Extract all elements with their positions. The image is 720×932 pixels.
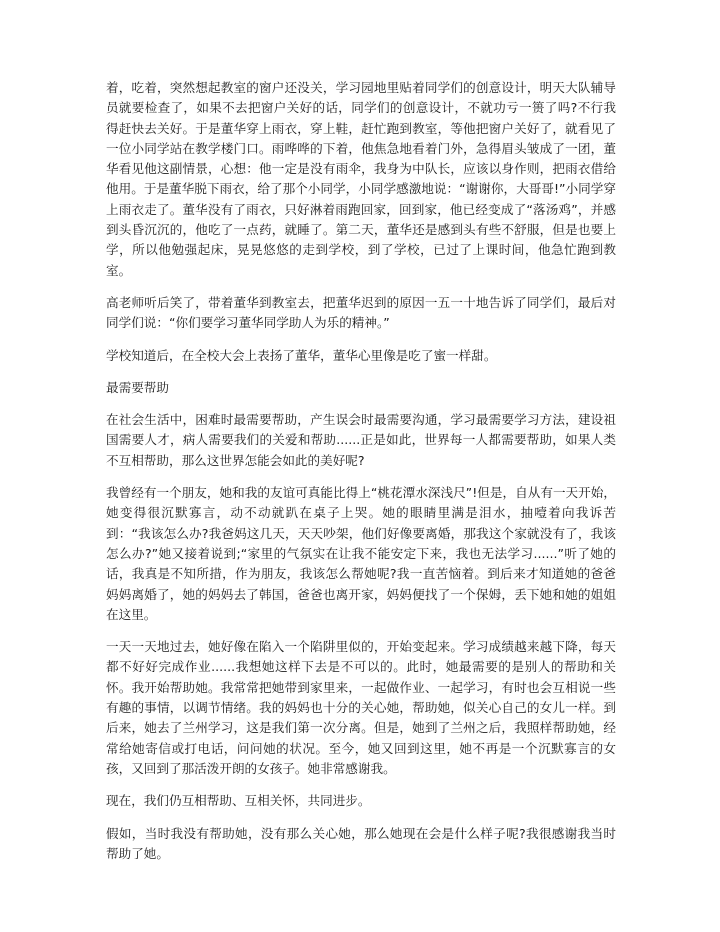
paragraph: 一天一天地过去，她好像在陷入一个陷阱里似的，开始变起来。学习成绩越来越下降，每天都不好好完成作业......我想她这样下去是不可以的。此时，她最需要的是别人的帮助和关怀。我开始帮助她。我常常把她带到家里来，一起做作业、一起学习，有时也会互相说一些有趣的事情，以调节情绪。我的妈妈也十分的关心她，帮助她，似关心自己的女儿一样。到后来，她去了兰州学习，这是我们第一次分离。但是，她到了兰州之后，我照样帮助她，经常给她寄信或打电话，问问她的状况。至今，她又回到这里，她不再是一个沉默寡言的女孩，又回到了那活泼开朗的女孩子。她非常感谢我。 [106,639,616,776]
paragraph: 现在，我们仍互相帮助、互相关怀，共同进步。 [106,793,371,809]
section-heading: 最需要帮助 [106,379,169,395]
paragraph: 高老师听后笑了，带着董华到教室去，把董华迟到的原因一五一十地告诉了同学们，最后对同学们说：“你们要学习董华同学助人为乐的精神。” [106,294,616,331]
paragraph: 假如，当时我没有帮助她，没有那么关心她，那么她现在会是什么样子呢?我很感谢我当时帮助了她。 [106,825,616,861]
document-body [106,78,616,876]
paragraph: 在社会生活中，困难时最需要帮助，产生误会时最需要沟通，学习最需要学习方法，建设祖国需要人才，病人需要我们的关爱和帮助......正是如此，世界每一人都需要帮助，如果人类不互相帮助，那么这世界怎能会如此的美好呢? [106,412,616,468]
paragraph: 学校知道后，在全校大会上表扬了董华，董华心里像是吃了蜜一样甜。 [106,347,497,363]
paragraph: 着，吃着，突然想起教室的窗户还没关，学习园地里贴着同学们的创意设计，明天大队辅导员就要检查了，如果不去把窗户关好的话，同学们的创意设计，不就功亏一篑了吗?不行我得赶快去关好。于是董华穿上雨衣，穿上鞋，赶忙跑到教室，等他把窗户关好了，就看见了一位小同学站在教学楼门口。雨哗哗的下着，他焦急地看着门外，急得眉头皱成了一团，董华看见他这副情景，心想：他一定是没有雨伞，我身为中队长，应该以身作则，把雨衣借给他用。于是董华脱下雨衣，给了那个小同学，小同学感激地说：“谢谢你，大哥哥!”小同学穿上雨衣走了。董华没有了雨衣，只好淋着雨跑回家，回到家，他已经变成了“落汤鸡”，并感到头昏沉沉的，他吃了一点药，就睡了。第二天，董华还是感到头有些不舒服，但是也要上学，所以他勉强起床，晃晃悠悠的走到学校，到了学校，已过了上课时间，他急忙跑到教室。 [106,80,616,278]
paragraph: 我曾经有一个朋友，她和我的友谊可真能比得上“桃花潭水深浅尺”!但是，自从有一天开始，她变得很沉默寡言，动不动就趴在桌子上哭。她的眼睛里满是泪水，抽噎着向我诉苦到：“我该怎么办?我爸妈这几天，天天吵架，他们好像要离婚，那我这个家就没有了，我该怎么办?”她又接着说到;“家里的气氛实在让我不能安定下来，我也无法学习......”听了她的话，我真是不知所措，作为朋友，我该怎么帮她呢?我一直苦恼着。到后来才知道她的爸爸妈妈离婚了，她的妈妈去了韩国，爸爸也离开家，妈妈便找了一个保姆，丢下她和她的姐姐在这里。 [106,485,616,622]
